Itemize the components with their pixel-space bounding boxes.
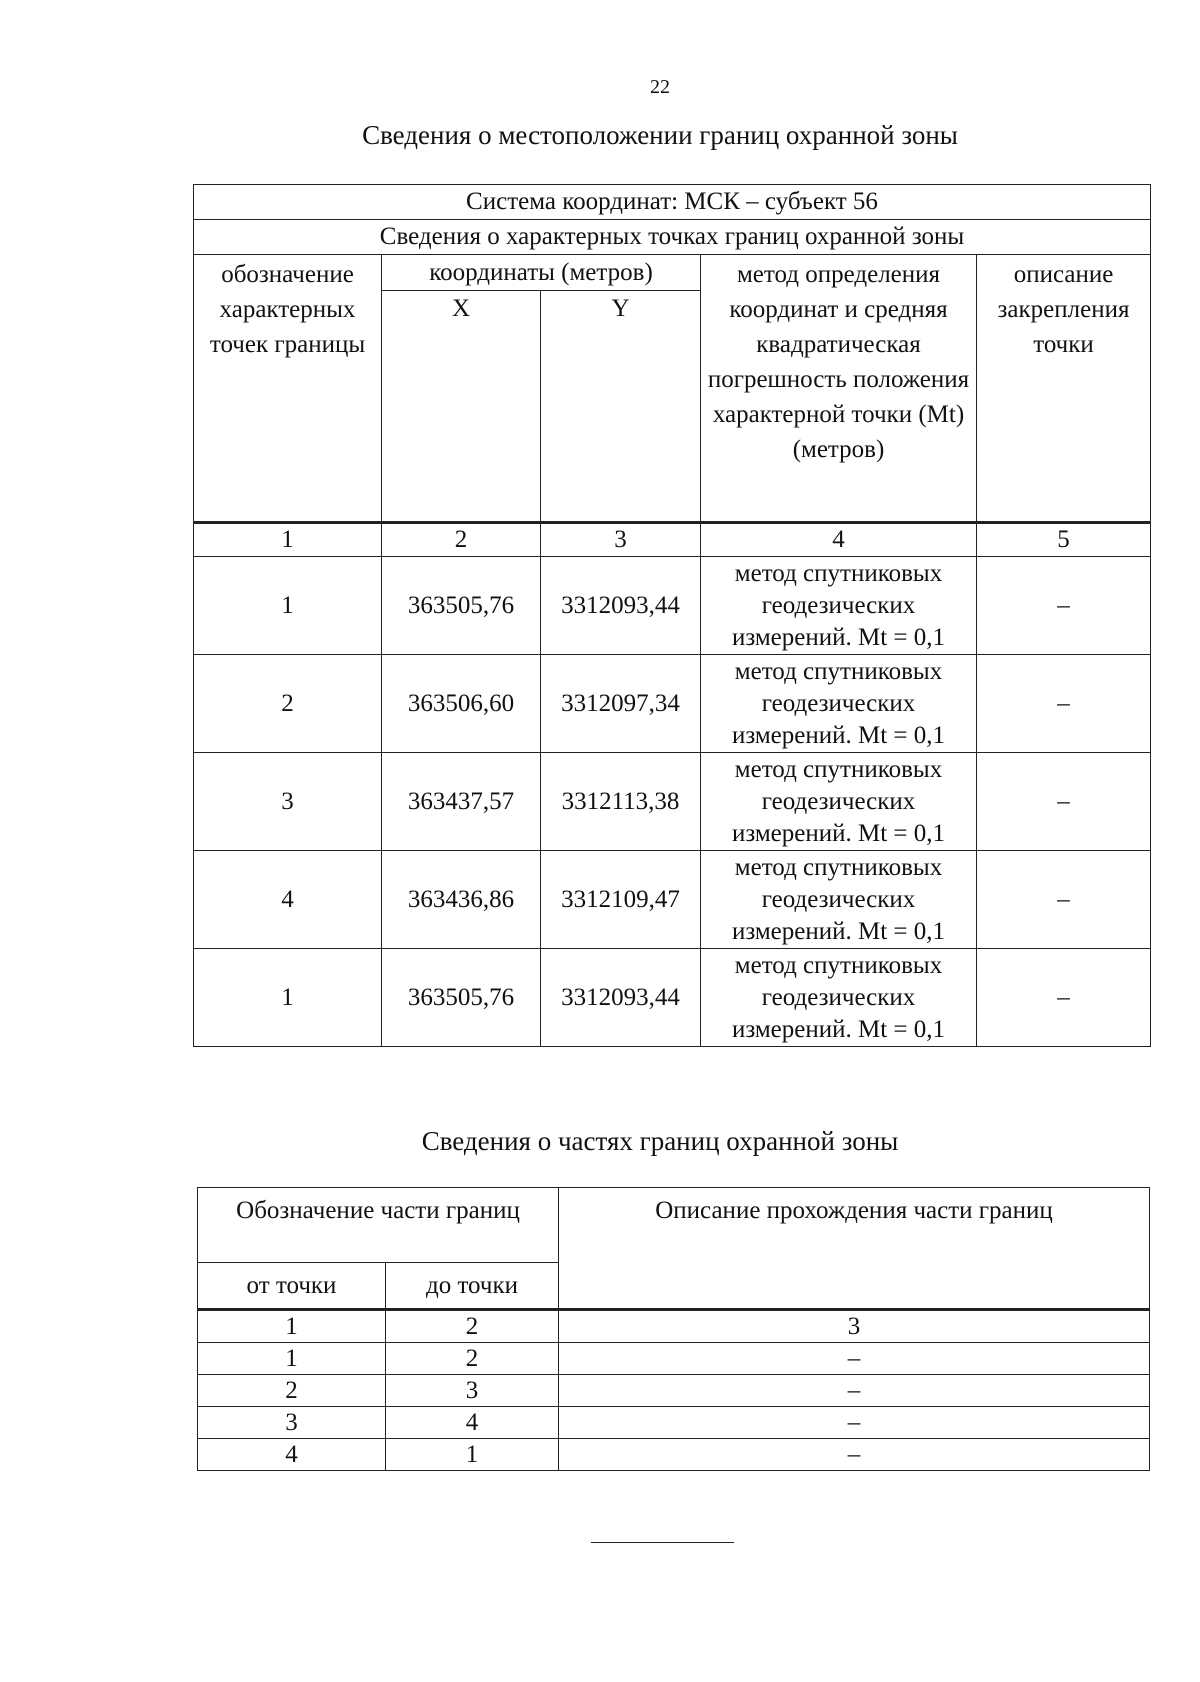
column-number: 1: [198, 1310, 386, 1343]
method-cell: метод спутниковых геодезических измерений. Mt = 0,1: [701, 949, 977, 1047]
column-number: 1: [194, 523, 382, 557]
parts-title: Сведения о частях границ охранной зоны: [421, 1126, 899, 1156]
part-designation-header: Обозначение части границ: [198, 1188, 559, 1263]
table-row: [194, 851, 1151, 949]
boundary-points-table: [193, 184, 1151, 1047]
page-number: 22: [650, 76, 670, 98]
table-row: [198, 1343, 1150, 1375]
description-cell: –: [977, 949, 1151, 1047]
to-cell: 1: [386, 1439, 559, 1471]
from-cell: 3: [198, 1407, 386, 1439]
passage-cell: –: [559, 1407, 1150, 1439]
column-number: 2: [382, 523, 541, 557]
column-number: 4: [701, 523, 977, 557]
point-cell: 4: [194, 851, 382, 949]
table-row: [194, 753, 1151, 851]
description-cell: –: [977, 753, 1151, 851]
boundary-parts-table: [197, 1187, 1150, 1471]
to-cell: 3: [386, 1375, 559, 1407]
column-numbers-row: [198, 1310, 1150, 1343]
coord-system-header: Система координат: МСК – субъект 56: [194, 185, 1151, 220]
y-cell: 3312093,44: [541, 557, 701, 655]
passage-cell: –: [559, 1439, 1150, 1471]
method-cell: метод спутниковых геодезических измерений. Mt = 0,1: [701, 557, 977, 655]
passage-cell: –: [559, 1375, 1150, 1407]
to-cell: 2: [386, 1343, 559, 1375]
x-cell: 363505,76: [382, 557, 541, 655]
column-number: 3: [541, 523, 701, 557]
point-cell: 3: [194, 753, 382, 851]
passage-description-header: Описание прохождения части границ: [559, 1188, 1150, 1310]
column-number: 5: [977, 523, 1151, 557]
method-header: метод определения координат и средняя квадратическая погрешность положения характерной точки (Mt) (метров): [701, 255, 977, 523]
description-header: описание закрепления точки: [977, 255, 1151, 523]
passage-cell: –: [559, 1343, 1150, 1375]
description-cell: –: [977, 655, 1151, 753]
table-row: [198, 1407, 1150, 1439]
method-cell: метод спутниковых геодезических измерений. Mt = 0,1: [701, 851, 977, 949]
y-header: Y: [541, 291, 701, 523]
table-row: [194, 655, 1151, 753]
from-point-header: от точки: [198, 1263, 386, 1310]
y-cell: 3312113,38: [541, 753, 701, 851]
method-cell: метод спутниковых геодезических измерений. Mt = 0,1: [701, 753, 977, 851]
coordinates-header: координаты (метров): [382, 255, 701, 291]
point-cell: 1: [194, 949, 382, 1047]
table-row: [198, 1375, 1150, 1407]
to-cell: 4: [386, 1407, 559, 1439]
designation-header: обозначение характерных точек границы: [194, 255, 382, 523]
description-cell: –: [977, 557, 1151, 655]
table-row: [194, 557, 1151, 655]
x-cell: 363506,60: [382, 655, 541, 753]
y-cell: 3312109,47: [541, 851, 701, 949]
description-cell: –: [977, 851, 1151, 949]
column-number: 3: [559, 1310, 1150, 1343]
from-cell: 4: [198, 1439, 386, 1471]
method-cell: метод спутниковых геодезических измерений. Mt = 0,1: [701, 655, 977, 753]
table-row: [194, 949, 1151, 1047]
to-point-header: до точки: [386, 1263, 559, 1310]
x-header: X: [382, 291, 541, 523]
boundaries-title: Сведения о местоположении границ охранной зоны: [362, 120, 958, 150]
y-cell: 3312093,44: [541, 949, 701, 1047]
x-cell: 363437,57: [382, 753, 541, 851]
column-numbers-row: [194, 523, 1151, 557]
table-row: [198, 1439, 1150, 1471]
from-cell: 1: [198, 1343, 386, 1375]
point-cell: 2: [194, 655, 382, 753]
point-cell: 1: [194, 557, 382, 655]
x-cell: 363436,86: [382, 851, 541, 949]
y-cell: 3312097,34: [541, 655, 701, 753]
footer-divider: [591, 1542, 734, 1543]
points-info-header: Сведения о характерных точках границ охранной зоны: [194, 220, 1151, 255]
from-cell: 2: [198, 1375, 386, 1407]
x-cell: 363505,76: [382, 949, 541, 1047]
column-number: 2: [386, 1310, 559, 1343]
